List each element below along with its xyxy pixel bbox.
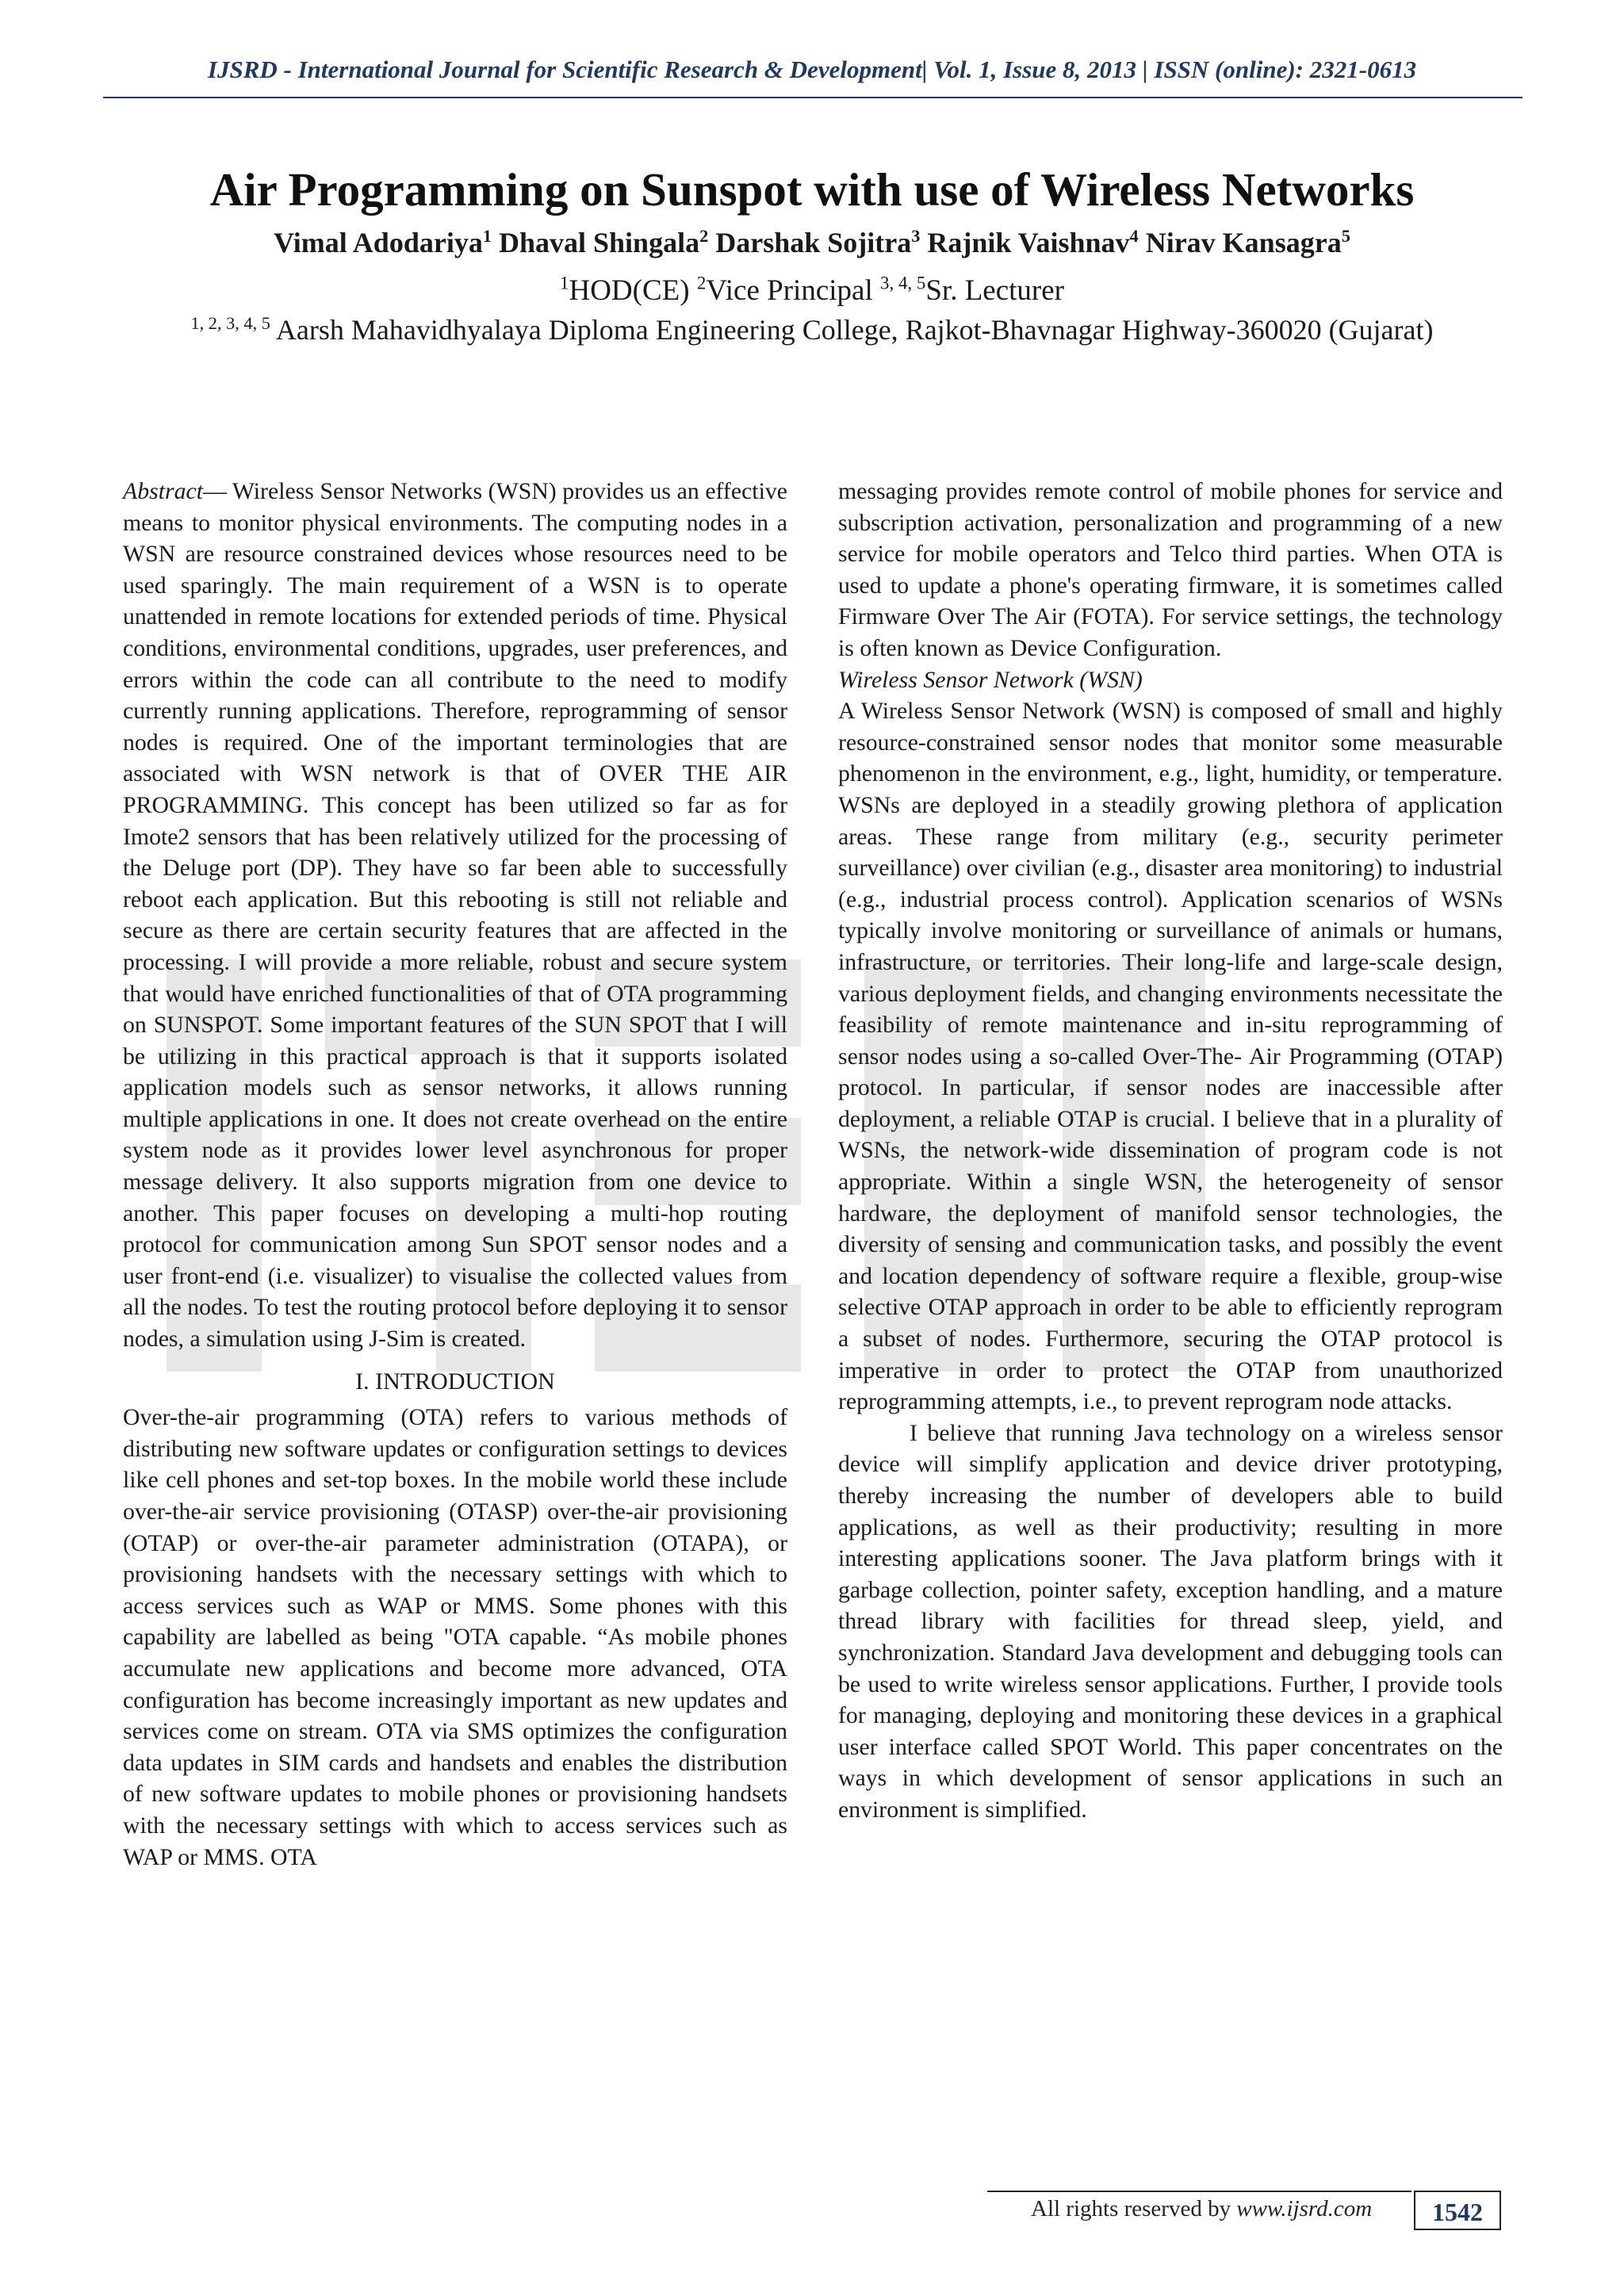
intro-paragraph-continued: messaging provides remote control of mobile phones for service and subscription activation, personalization and programming of a new service for mobile operators and Telco third parties. When OTA is used to update a phone's operating firmware, it is sometimes called Firmware Over The Air (FOTA). For service settings, the technology is often known as Device Configuration. <box>838 478 1503 661</box>
java-paragraph: I believe that running Java technology on a wireless sensor device will simplify application and device driver prototyping, thereby increasing the number of developers able to build applications, as well as their productivity; resulting in more interesting applications sooner. The Java platform brings with it garbage collection, pointer safety, exception handling, and a mature thread library with facilities for thread sleep, yield, and synchronization. Standard Java development and debugging tools can be used to write wireless sensor applications. Further, I provide tools for managing, deploying and monitoring these devices in a graphical user interface called SPOT World. This paper concentrates on the ways in which development of sensor applications in such an environment is simplified. <box>838 1419 1503 1823</box>
right-column <box>838 476 1503 1826</box>
role-text: HOD(CE) <box>569 274 697 307</box>
author-sup: 3 <box>911 226 921 246</box>
affiliation-text: Aarsh Mahavidhyalaya Diploma Engineering College, Rajkot-Bhavnagar Highway-360020 (Gujarat) <box>275 314 1434 346</box>
author-name: Rajnik Vaishnav <box>927 227 1130 258</box>
author-sup: 5 <box>1341 226 1350 246</box>
paper-title: Air Programming on Sunspot with use of Wireless Networks <box>209 163 1415 216</box>
author-roles <box>0 274 1624 308</box>
abstract-text: — Wireless Sensor Networks (WSN) provides us an effective means to monitor physical environments. The computing nodes in a WSN are resource constrained devices whose resources need to be used sparingly. The main requirement of a WSN is to operate unattended in remote locations for extended periods of time. Physical conditions, environmental conditions, upgrades, user preferences, and errors within the code can all contribute to the need to modify currently running applications. Therefore, reprogramming of sensor nodes is required. One of the important terminologies that are associated with WSN network is that of OVER THE AIR PROGRAMMING. This concept has been utilized so far as for Imote2 sensors that has been relatively utilized for the processing of the Deluge port (DP). They have so far been able to successfully reboot each application. But this rebooting is still not reliable and secure as there are certain security features that are affected in the processing. I will provide a more reliable, robust and secure system that would have enriched functionalities of that of OTA programming on SUNSPOT. Some important features of the SUN SPOT that I will be utilizing in this practical approach is that it supports isolated application models such as sensor networks, it allows running multiple applications in one. It does not create overhead on the entire system node as it provides lower level asynchronous for proper message delivery. It also supports migration from one device to another. This paper focuses on developing a multi-hop routing protocol for communication among Sun SPOT sensor nodes and a user front-end (i.e. visualizer) to visualise the collected values from all the nodes. To test the routing protocol before deploying it to sensor nodes, a simulation using J-Sim is created. <box>123 478 787 1353</box>
footer-rule <box>987 2191 1411 2192</box>
author-name: Darshak Sojitra <box>715 227 912 258</box>
author-sup: 1 <box>482 226 492 246</box>
author-sup: 4 <box>1129 226 1139 246</box>
wsn-paragraph: A Wireless Sensor Network (WSN) is composed of small and highly resource-constrained sensor nodes that monitor some measurable phenomenon in the environment, e.g., light, humidity, or temperature. WSNs are deployed in a steadily growing plethora of application areas. These range from military (e.g., security perimeter surveillance) over civilian (e.g., disaster area monitoring) to industrial (e.g., industrial process control). Application scenarios of WSNs typically involve monitoring or surveillance of animals or humans, infrastructure, or territories. Their long-life and large-scale design, various deployment fields, and changing environments necessitate the feasibility of remote maintenance and in-situ reprogramming of sensor nodes using a so-called Over-The- Air Programming (OTAP) protocol. In particular, if sensor nodes are inaccessible after deployment, a reliable OTAP is crucial. I believe that in a plurality of WSNs, the network-wide dissemination of program code is not appropriate. Within a single WSN, the heterogeneity of sensor hardware, the deployment of manifold sensor technologies, the diversity of sensing and communication tasks, and possibly the event and location dependency of software require a flexible, group-wise selective OTAP approach in order to be able to efficiently reprogram a subset of nodes. Furthermore, securing the OTAP protocol is imperative in order to protect the OTAP from unauthorized reprogramming attempts, i.e., to prevent reprogram node attacks. <box>838 698 1503 1415</box>
role-text: Sr. Lecturer <box>925 274 1064 307</box>
author-name: Nirav Kansagra <box>1145 227 1342 258</box>
left-column <box>123 476 787 1873</box>
footer-rights-text: All rights reserved by <box>1031 2196 1237 2221</box>
author-sup: 2 <box>699 226 709 246</box>
role-text: Vice Principal <box>706 274 880 307</box>
author-name: Vimal Adodariya <box>274 227 483 258</box>
role-sup: 3, 4, 5 <box>880 273 926 293</box>
author-name: Dhaval Shingala <box>498 227 700 258</box>
role-sup: 2 <box>696 273 707 293</box>
role-sup: 1 <box>560 273 569 293</box>
page-number: 1542 <box>1414 2191 1501 2230</box>
footer-site-link[interactable]: www.ijsrd.com <box>1236 2196 1373 2221</box>
header-rule <box>103 97 1522 98</box>
wsn-heading: Wireless Sensor Network (WSN) <box>838 666 1143 693</box>
affiliation-sup: 1, 2, 3, 4, 5 <box>190 313 270 333</box>
intro-paragraph: Over-the-air programming (OTA) refers to various methods of distributing new software updates or configuration settings to devices like cell phones and set-top boxes. In the mobile world these include over-the-air service provisioning (OTASP) over-the-air provisioning (OTAP) or over-the-air parameter administration (OTAPA), or provisioning handsets with the necessary settings with which to access services such as WAP or MMS. Some phones with this capability are labelled as being "OTA capable. “As mobile phones accumulate new applications and become more advanced, OTA configuration has become increasingly important as new updates and services come on stream. OTA via SMS optimizes the configuration data updates in SIM cards and handsets and enables the distribution of new software updates to mobile phones or provisioning handsets with the necessary settings with which to access services such as WAP or MMS. OTA <box>123 1404 787 1870</box>
abstract <box>123 476 787 1355</box>
author-list <box>0 226 1624 259</box>
affiliation <box>0 313 1624 346</box>
section-heading-introduction: I. INTRODUCTION <box>355 1368 555 1395</box>
journal-header: IJSRD - International Journal for Scientific Research & Development| Vol. 1, Issue 8, 2013 | ISSN (online): 2321-0613 <box>207 55 1417 83</box>
footer-rights <box>1031 2196 1372 2222</box>
abstract-label: Abstract <box>123 478 203 504</box>
